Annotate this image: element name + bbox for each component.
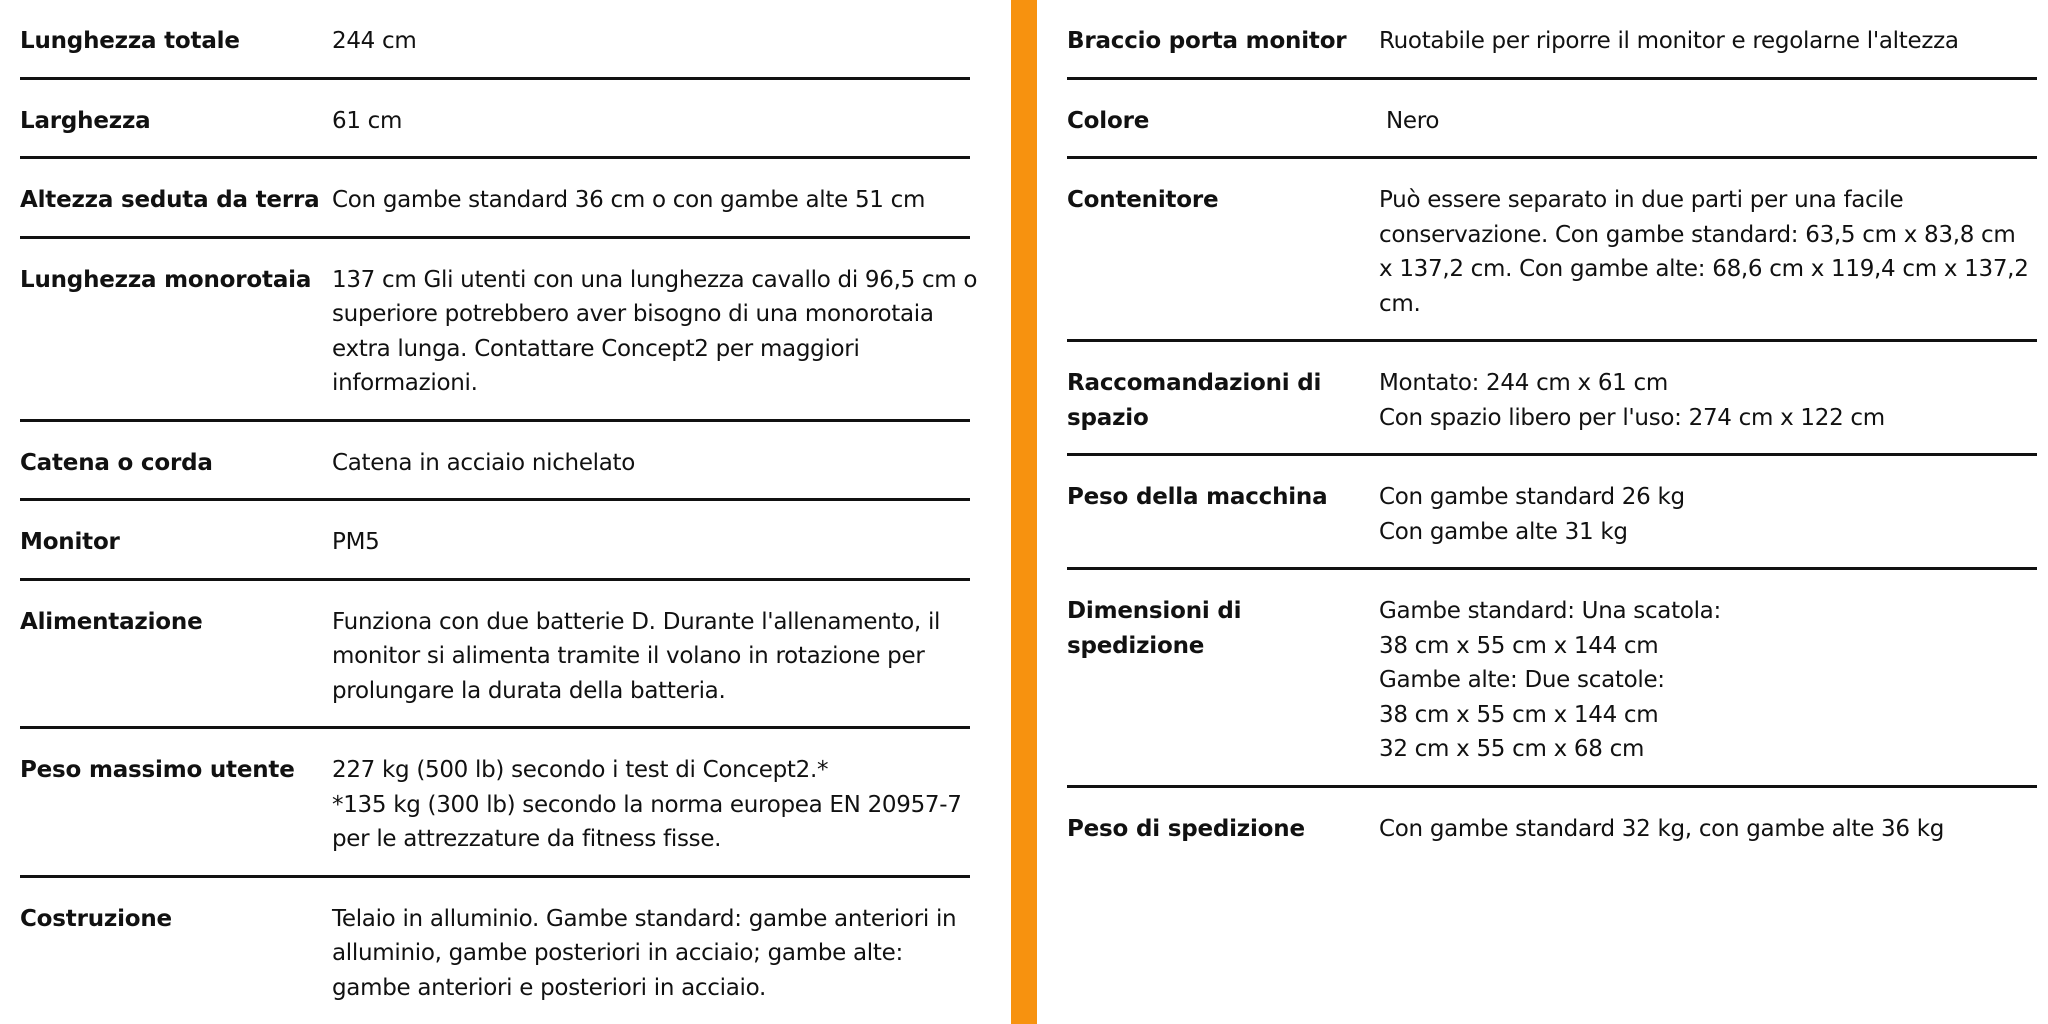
spec-value-line: PM5: [332, 529, 380, 555]
spec-row: [1067, 0, 2037, 80]
spec-row: [20, 239, 978, 422]
spec-row: [1067, 788, 2037, 865]
spec-value: [332, 525, 970, 560]
spec-value-line: Gambe alte: Due scatole:: [1379, 667, 1665, 693]
spec-row: [1067, 456, 2037, 570]
spec-value-line: conservazione. Con gambe standard: 63,5 cm x 83,8 cm: [1379, 221, 2016, 248]
spec-value-line: 137 cm Gli utenti con una lunghezza cavallo di 96,5 cm o: [332, 266, 978, 293]
spec-value-line: cm.: [1379, 290, 1421, 317]
spec-label: Alimentazione: [20, 608, 203, 635]
spec-value: [332, 263, 977, 401]
spec-value-line: 244 cm: [332, 28, 417, 54]
spec-value: [332, 605, 970, 709]
spec-label: Peso massimo utente: [20, 757, 295, 783]
spec-value-line: Funziona con due batterie D. Durante l'allenamento, il: [332, 608, 941, 635]
spec-label: Altezza seduta da terra: [20, 187, 320, 213]
spec-value: [332, 104, 970, 139]
orange-divider: [1011, 0, 1037, 1024]
spec-row: [1067, 342, 2037, 456]
spec-value-line: superiore potrebbero aver bisogno di una monorotaia: [332, 301, 934, 327]
spec-value: [332, 183, 970, 218]
spec-value-line: alluminio, gambe posteriori in acciaio; gambe alte:: [332, 940, 903, 966]
spec-row: [20, 729, 970, 878]
spec-value-line: gambe anteriori e posteriori in acciaio.: [332, 974, 766, 1001]
spec-label: Contenitore: [1067, 187, 1219, 213]
spec-value-line: 38 cm x 55 cm x 144 cm: [1379, 632, 1659, 659]
spec-label: Braccio porta monitor: [1067, 28, 1347, 54]
spec-value-line: Catena in acciaio nichelato: [332, 449, 636, 476]
spec-value-line: x 137,2 cm. Con gambe alte: 68,6 cm x 119,4 cm x 137,2: [1379, 256, 2029, 282]
spec-value-line: *135 kg (300 lb) secondo la norma europea EN 20957-7: [332, 791, 962, 818]
spec-value-line: Con gambe standard 36 cm o con gambe alte 51 cm: [332, 187, 926, 213]
spec-row: [20, 0, 970, 80]
spec-value-line: 32 cm x 55 cm x 68 cm: [1379, 736, 1645, 762]
spec-value-line: 38 cm x 55 cm x 144 cm: [1379, 701, 1659, 728]
spec-label: Peso della macchina: [1067, 484, 1328, 510]
spec-value: [332, 24, 970, 59]
spec-label: Lunghezza monorotaia: [20, 266, 312, 293]
spec-value-line: Può essere separato in due parti per una facile: [1379, 187, 1904, 213]
spec-row: [20, 80, 970, 160]
spec-value-line: informazioni.: [332, 370, 478, 396]
spec-table-left: [20, 0, 978, 1023]
spec-value: [1379, 24, 2037, 59]
spec-value-line: Con gambe standard 26 kg: [1379, 484, 1685, 510]
spec-value: [1379, 480, 2037, 549]
spec-value-line: Montato: 244 cm x 61 cm: [1379, 370, 1668, 396]
spec-value-line: Con gambe standard 32 kg, con gambe alte 36 kg: [1379, 815, 1945, 842]
spec-value-line: Gambe standard: Una scatola:: [1379, 598, 1721, 624]
spec-row: [20, 422, 970, 502]
spec-label: Costruzione: [20, 905, 172, 932]
spec-label: Dimensioni di spedizione: [1067, 598, 1242, 659]
spec-value: [1379, 812, 2037, 847]
spec-row: [1067, 159, 2037, 342]
spec-value-line: extra lunga. Contattare Concept2 per maggiori: [332, 335, 860, 362]
spec-value-line: Nero: [1379, 107, 1440, 134]
spec-label-line: spazio: [1067, 404, 1149, 431]
spec-value: [332, 753, 970, 857]
spec-value-line: 227 kg (500 lb) secondo i test di Concept2.*: [332, 757, 829, 783]
spec-row: [20, 159, 970, 239]
spec-value-line: Con gambe alte 31 kg: [1379, 518, 1628, 545]
spec-value: [1379, 366, 2037, 435]
spec-label-line: Raccomandazioni di: [1067, 370, 1322, 396]
spec-value: [1379, 183, 2037, 321]
spec-label: Lunghezza totale: [20, 28, 240, 54]
spec-value-line: 61 cm: [332, 107, 403, 134]
spec-row: [20, 878, 970, 1024]
spec-table-right: [1067, 0, 2037, 864]
spec-label: Monitor: [20, 529, 120, 555]
spec-row: [20, 581, 970, 730]
spec-value-line: Ruotabile per riporre il monitor e regolarne l'altezza: [1379, 28, 1959, 54]
spec-value-line: monitor si alimenta tramite il volano in rotazione per: [332, 643, 925, 669]
spec-row: [1067, 80, 2037, 160]
spec-label: Catena o corda: [20, 449, 213, 476]
spec-value: [1379, 594, 2037, 767]
spec-value-line: Telaio in alluminio. Gambe standard: gambe anteriori in: [332, 905, 957, 932]
spec-label: [1067, 366, 1379, 435]
spec-value-line: Con spazio libero per l'uso: 274 cm x 122 cm: [1379, 404, 1885, 431]
spec-value: [332, 902, 970, 1006]
spec-label: Colore: [1067, 107, 1150, 134]
spec-value: [332, 446, 970, 481]
spec-value: [1379, 104, 2037, 139]
spec-row: [1067, 570, 2037, 788]
spec-label: Peso di spedizione: [1067, 815, 1305, 842]
spec-value-line: per le attrezzature da fitness fisse.: [332, 826, 722, 852]
spec-row: [20, 501, 970, 581]
spec-label: Larghezza: [20, 107, 151, 134]
spec-value-line: prolungare la durata della batteria.: [332, 677, 726, 704]
